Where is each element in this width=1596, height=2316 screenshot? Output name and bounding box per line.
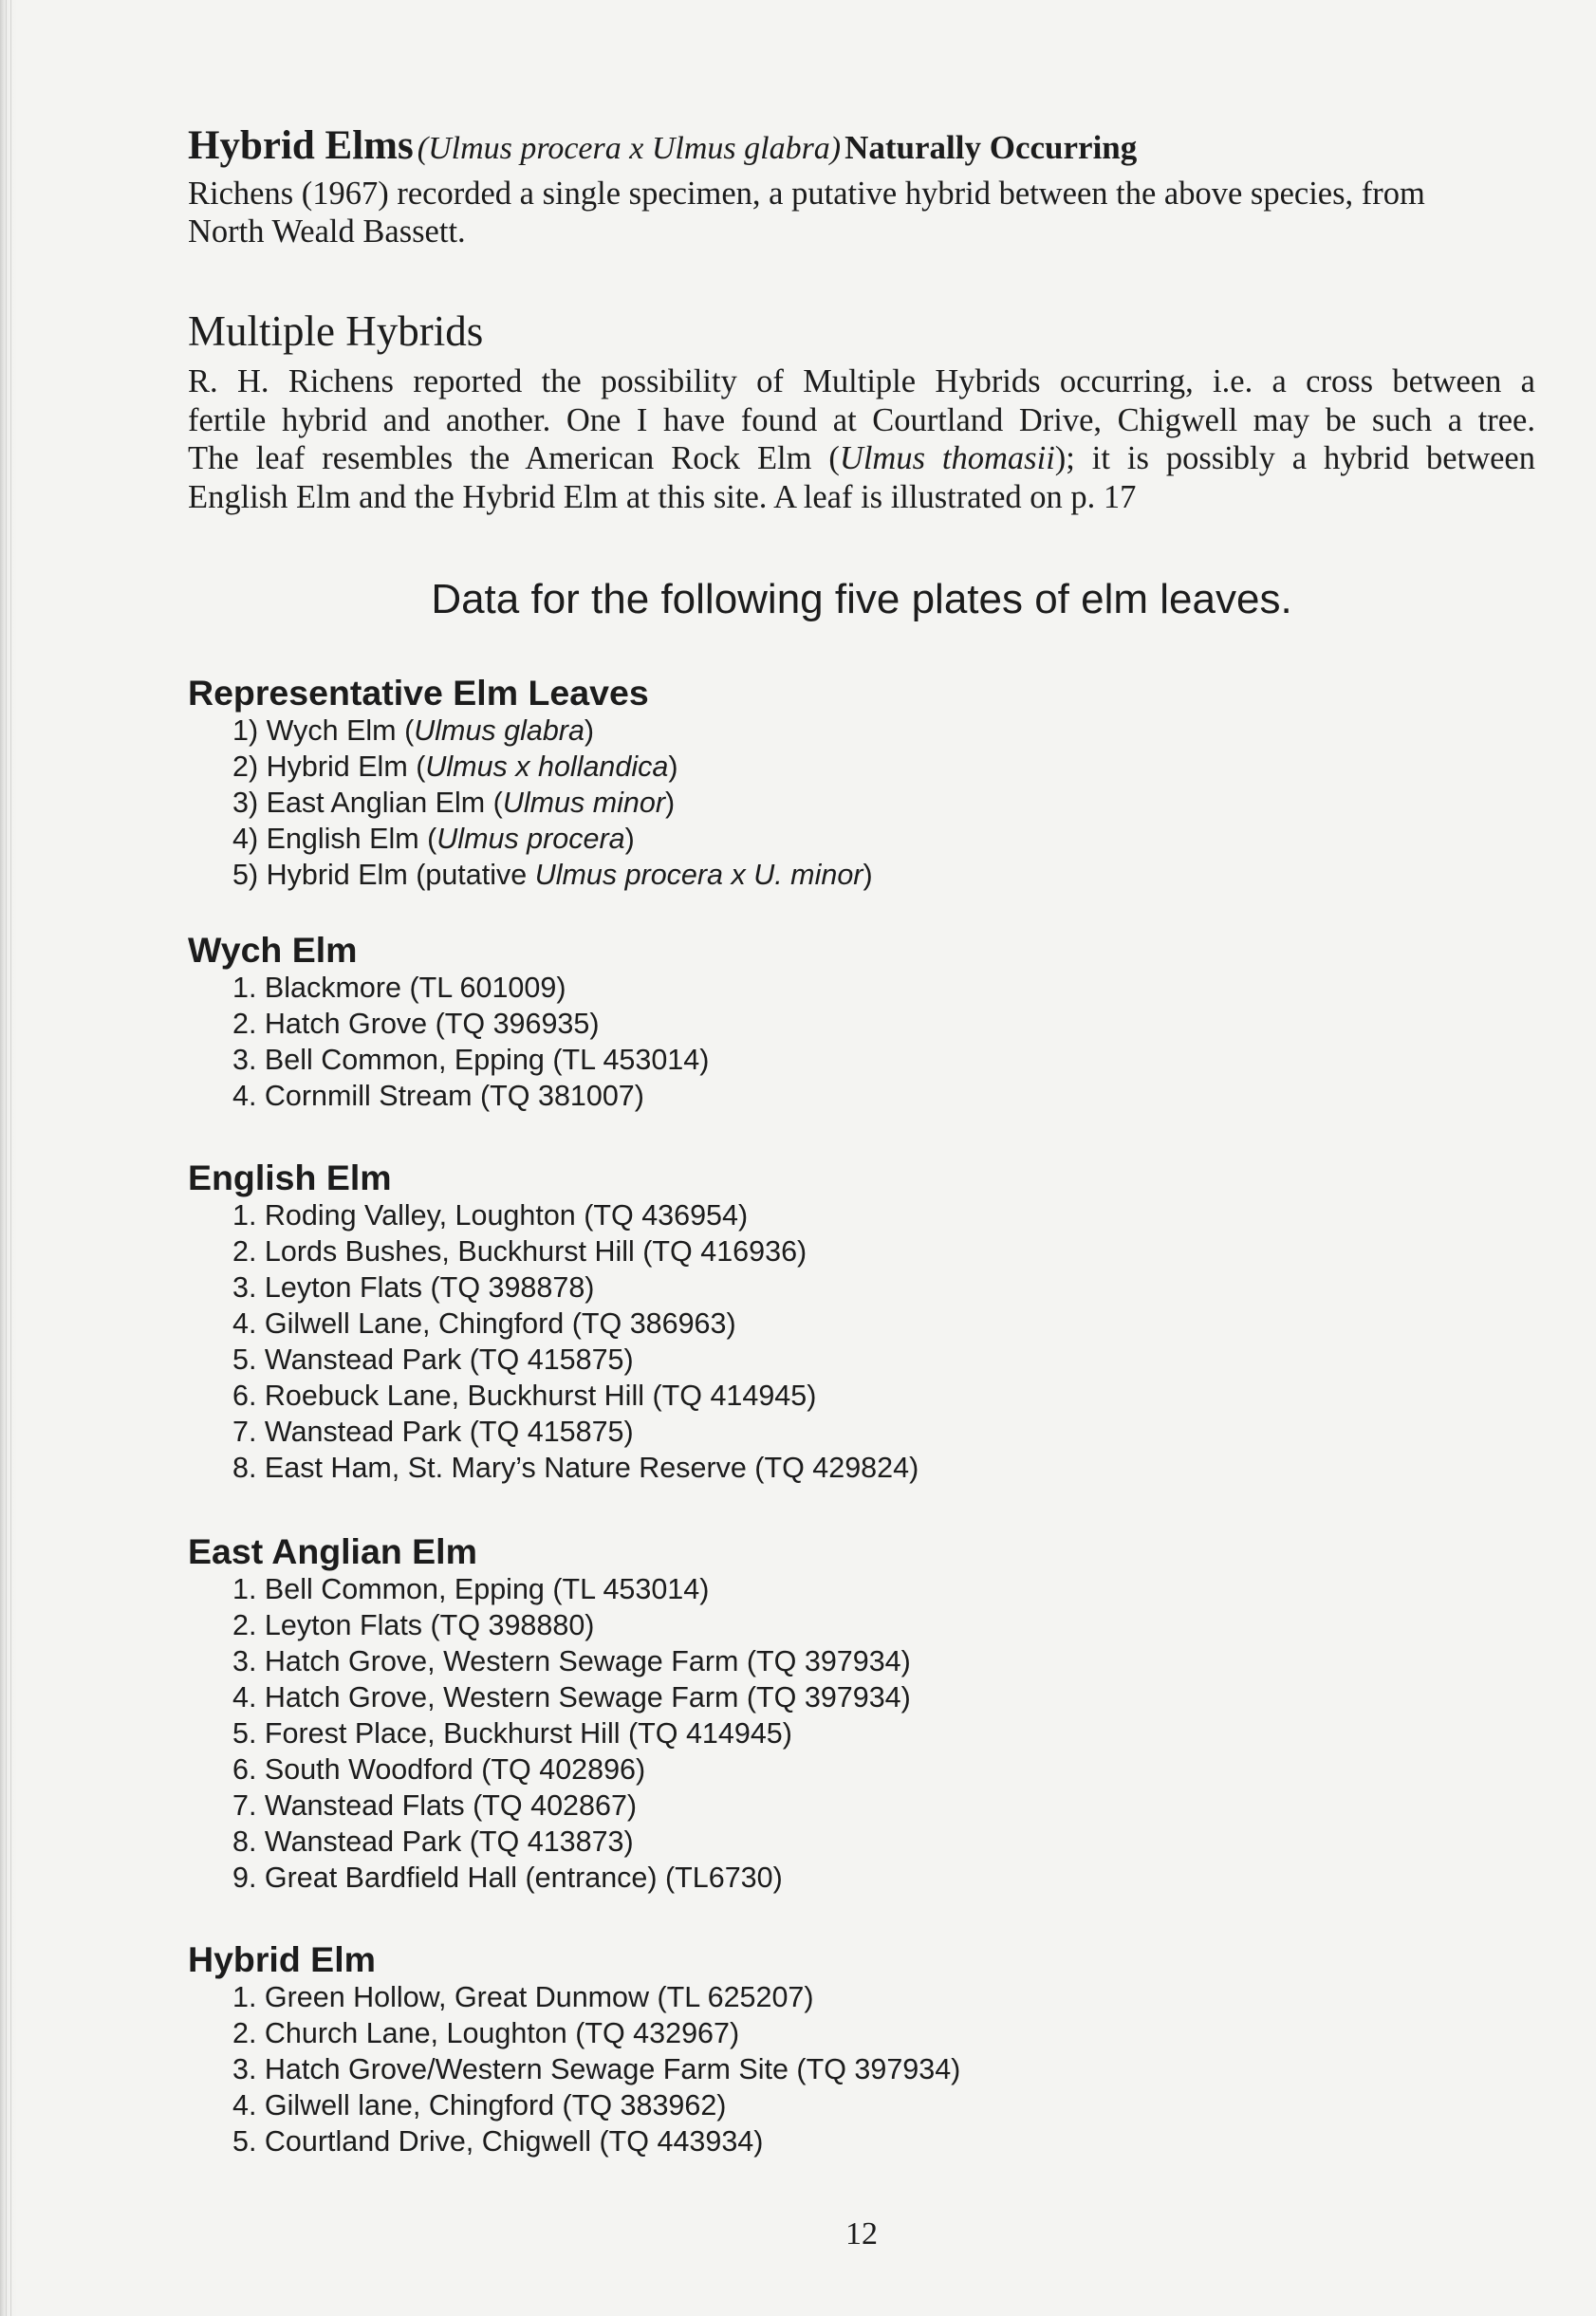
hybrid-elm-list: [188, 1979, 1535, 2159]
list-item: 3. Bell Common, Epping (TL 453014): [232, 1044, 710, 1076]
rep-item-latin: Ulmus glabra: [414, 714, 585, 747]
list-item: 3. Hatch Grove, Western Sewage Farm (TQ 397934): [232, 1645, 911, 1677]
hybrid-elms-title: Hybrid Elms: [188, 123, 414, 168]
list-item: 3. Leyton Flats (TQ 398878): [232, 1271, 595, 1304]
list-item: 4. Gilwell Lane, Chingford (TQ 386963): [232, 1307, 736, 1340]
list-item: 8. Wanstead Park (TQ 413873): [232, 1825, 634, 1858]
list-item: 9. Great Bardfield Hall (entrance) (TL6730): [232, 1862, 783, 1894]
list-item: 2. Lords Bushes, Buckhurst Hill (TQ 416936): [232, 1235, 807, 1268]
binding-shadow: [0, 0, 17, 2316]
list-item: 4. Cornmill Stream (TQ 381007): [232, 1080, 644, 1112]
hybrid-elm-title: Hybrid Elm: [188, 1939, 376, 1979]
multiple-hybrids-line: R. H. Richens reported the possibility of Multiple Hybrids occurring, i.e. a cross between a: [188, 363, 1535, 399]
list-item: [232, 749, 1535, 785]
rep-item-num: 3): [232, 787, 259, 819]
wych-elm-group: [188, 930, 1535, 1114]
rep-item-latin: Ulmus procera: [436, 823, 625, 855]
list-item: 3. Hatch Grove/Western Sewage Farm Site (TQ 397934): [232, 2053, 961, 2085]
rep-item-latin: Ulmus minor: [502, 787, 665, 819]
list-item: 2. Church Lane, Loughton (TQ 432967): [232, 2017, 740, 2049]
rep-item-end: ): [584, 714, 595, 747]
representative-title: Representative Elm Leaves: [188, 673, 649, 713]
hybrid-elms-latin: (Ulmus procera x Ulmus glabra): [417, 131, 842, 166]
hybrid-elms-text-line: North Weald Bassett.: [188, 213, 466, 250]
list-item: 5. Wanstead Park (TQ 415875): [232, 1343, 634, 1376]
page-number: 12: [845, 2216, 878, 2251]
list-item: [232, 857, 1535, 893]
rep-item-name: East Anglian Elm (: [266, 787, 503, 819]
list-item: 6. Roebuck Lane, Buckhurst Hill (TQ 414945): [232, 1380, 817, 1412]
multiple-hybrids-text: [188, 362, 1535, 516]
rep-item-latin: Ulmus procera x U. minor: [534, 859, 863, 891]
representative-elm-leaves-group: [188, 673, 1535, 893]
list-item: 4. Hatch Grove, Western Sewage Farm (TQ 397934): [232, 1681, 911, 1714]
hybrid-elms-section: [188, 121, 1535, 250]
multiple-hybrids-section: [188, 306, 1535, 516]
rep-item-num: 4): [232, 823, 259, 855]
binding-line: [6, 0, 7, 2316]
east-anglian-elm-group: [188, 1531, 1535, 1896]
list-item: 1. Blackmore (TL 601009): [232, 972, 566, 1004]
rep-item-latin: Ulmus x hollandica: [425, 750, 669, 783]
list-item: [232, 713, 1535, 749]
multiple-hybrids-line3-before: The leaf resembles the American Rock Elm (: [188, 440, 840, 476]
naturally-occurring-tag: Naturally Occurring: [844, 129, 1138, 166]
list-item: 8. East Ham, St. Mary’s Nature Reserve (TQ 429824): [232, 1452, 919, 1484]
english-elm-group: [188, 1158, 1535, 1486]
multiple-hybrids-line: [188, 439, 1535, 478]
list-item: 7. Wanstead Flats (TQ 402867): [232, 1789, 638, 1822]
list-item: 1. Bell Common, Epping (TL 453014): [232, 1573, 710, 1605]
rep-item-num: 5): [232, 859, 259, 891]
multiple-hybrids-line: English Elm and the Hybrid Elm at this site. A leaf is illustrated on p. 17: [188, 478, 1137, 515]
rep-item-end: ): [863, 859, 873, 891]
list-item: 7. Wanstead Park (TQ 415875): [232, 1416, 634, 1448]
rep-item-num: 1): [232, 714, 259, 747]
rep-item-end: ): [624, 823, 635, 855]
list-item: 1. Green Hollow, Great Dunmow (TL 625207): [232, 1981, 814, 2013]
list-item: 2. Leyton Flats (TQ 398880): [232, 1609, 595, 1641]
rep-item-end: ): [664, 787, 676, 819]
list-item: 5. Courtland Drive, Chigwell (TQ 443934): [232, 2125, 764, 2158]
hybrid-elms-heading: [188, 121, 1535, 171]
hybrid-elms-text-line: Richens (1967) recorded a single specimen, a putative hybrid between the above species, from: [188, 176, 1425, 212]
english-elm-title: English Elm: [188, 1158, 392, 1197]
rep-item-name: English Elm (: [266, 823, 437, 855]
list-item: 4. Gilwell lane, Chingford (TQ 383962): [232, 2089, 727, 2121]
data-title: Data for the following five plates of elm leaves.: [431, 576, 1292, 622]
list-item: 5. Forest Place, Buckhurst Hill (TQ 414945): [232, 1717, 792, 1750]
rep-item-name: Hybrid Elm (: [266, 750, 426, 783]
wych-elm-list: [188, 970, 1535, 1114]
rep-item-name: Hybrid Elm (putative: [266, 859, 535, 891]
list-item: 2. Hatch Grove (TQ 396935): [232, 1008, 600, 1040]
hybrid-elm-group: [188, 1939, 1535, 2159]
rep-item-end: ): [668, 750, 678, 783]
representative-list: [188, 713, 1535, 893]
list-item: [232, 821, 1535, 857]
list-item: 6. South Woodford (TQ 402896): [232, 1753, 646, 1786]
hybrid-elms-text: [188, 175, 1535, 250]
english-elm-list: [188, 1197, 1535, 1486]
rep-item-name: Wych Elm (: [266, 714, 415, 747]
rep-item-num: 2): [232, 750, 259, 783]
multiple-hybrids-line: fertile hybrid and another. One I have found at Courtland Drive, Chigwell may be such a tree.: [188, 401, 1535, 438]
east-anglian-elm-title: East Anglian Elm: [188, 1531, 477, 1571]
east-anglian-elm-list: [188, 1571, 1535, 1896]
list-item: [232, 785, 1535, 821]
list-item: 1. Roding Valley, Loughton (TQ 436954): [232, 1199, 749, 1232]
multiple-hybrids-title: Multiple Hybrids: [188, 307, 484, 355]
wych-elm-title: Wych Elm: [188, 930, 358, 970]
binding-line: [10, 0, 11, 2316]
multiple-hybrids-line3-latin: Ulmus thomasii: [839, 440, 1055, 476]
multiple-hybrids-line3-after: ); it is possibly a hybrid between: [1054, 440, 1535, 476]
